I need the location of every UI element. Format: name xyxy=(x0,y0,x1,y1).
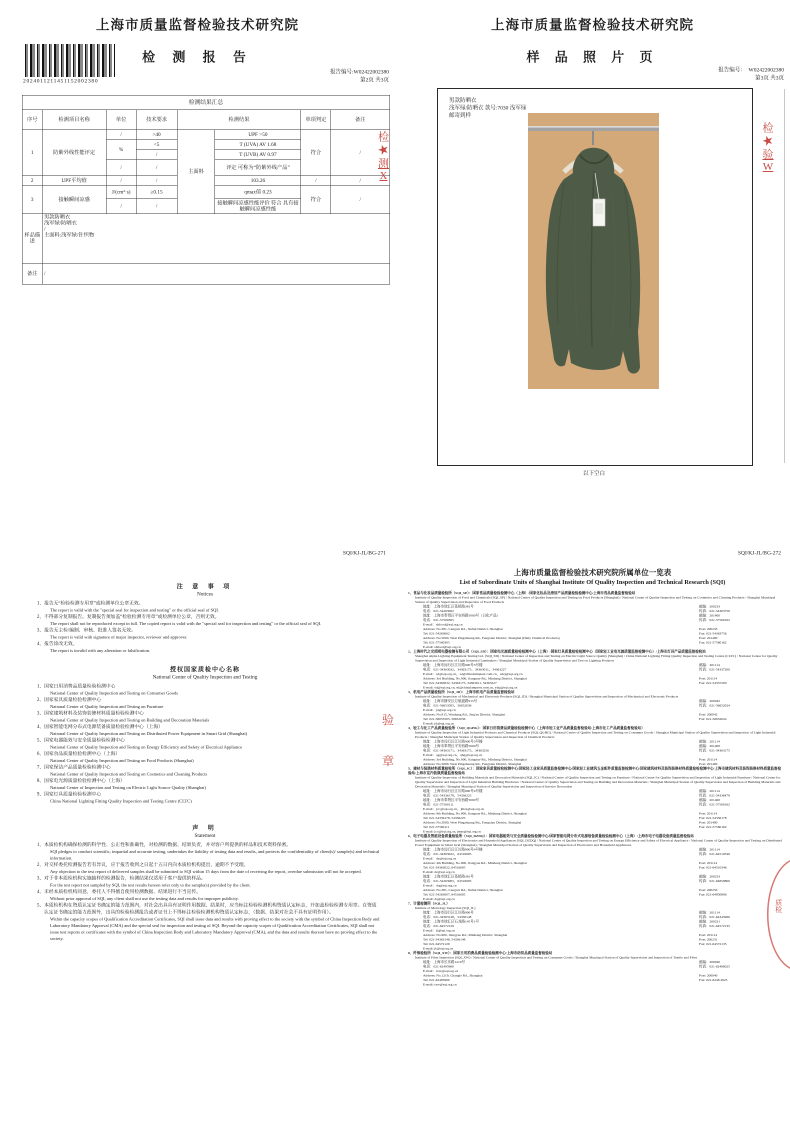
col-header-remark: 备注 xyxy=(331,110,390,130)
row-no: 3 xyxy=(22,186,42,214)
unit-line: E-mail: shfood@sqi.org.cn xyxy=(423,645,461,649)
remark-cell: / xyxy=(331,130,390,176)
unit-line: 电话：021-54336178、54336225 传真：021-54336479 xyxy=(423,793,730,798)
seal-fragment: 章 xyxy=(382,755,394,768)
unit-line: E-mail: dq@sqi.org.cn xyxy=(423,897,455,901)
org-title: 上海市质量监督检验技术研究院 xyxy=(491,17,694,33)
notice-item: The report is valid with signature of major inspector, reviewer and approver. xyxy=(50,634,188,640)
unit-line: Address: No.5000, West Pingzhuang Rd., Fengxian District, Shanghai Post: 201400 xyxy=(423,820,718,825)
result-summary-table xyxy=(22,95,390,285)
seal-star-icon: ★ xyxy=(760,132,776,150)
centers-list xyxy=(30,683,380,805)
center-item: 9、国家灯具质量检验检测中心 xyxy=(37,792,102,797)
unit-line: Tel: 021-34363148, 54336148 Post: 200231 xyxy=(423,937,718,942)
col-header-unit: 单位 xyxy=(106,110,136,130)
unit-line: 4、轻工与化工产品质量检验所（SQI_QGHG）：国家日用消费品质量检验检测中心（上海市轻工业产品质量监督检验站/上海市化工产品质量监督检验站） xyxy=(408,726,645,730)
unit-line: E-mail: sd@sqi.org.cn, sd@chinalamptest.com.cn, sdzj@sqi.org.cn xyxy=(423,685,518,690)
unit-line: Institute of Fiber Inspection (SQI_XW) / National Center of Quality Inspection and Testing on Consumer Goods / Shanghai Municipal Station of Quality Supervision and Inspection of Textile and Fiber xyxy=(415,955,698,960)
remark-cell: / xyxy=(331,186,390,214)
remark-cell: / xyxy=(331,176,390,186)
statement-item: SQI pledges to conduct scientific, impartial and accurate testing, undertakes the liability of testing data and results, and protects the confidentiality of client(s)/ sample(s) and technical information. xyxy=(50,849,380,861)
units-title-cn: 上海市质量监督检验技术研究院所属单位一览表 xyxy=(513,569,672,577)
statement-item: Any objection to the test report of delivered samples shall be submitted to SQI within 15 days from the date of receiving the report, overdue submission will not be accepted. xyxy=(50,869,362,874)
report-number: 报告编号:W02422002380 xyxy=(330,69,389,75)
center-item: 6、国家食品质量检验检测中心（上海） xyxy=(37,751,121,757)
req-cell: / xyxy=(136,160,177,176)
unit-line: Tel: 021-57560111 Fax: 021-57560162 xyxy=(423,825,727,829)
req-cell: / xyxy=(136,176,177,186)
unit-line: Address: No.5000, West Pingzhuang Rd., Fengxian District, Shanghai (Daily Chemical Products) Post: 201400 xyxy=(423,636,718,640)
photo-frame xyxy=(437,88,753,466)
req-cell: / xyxy=(136,199,177,214)
unit-line: 地址：上海市闵行区江川路900号3号楼 邮编：201114 xyxy=(423,739,720,744)
remark-value: / xyxy=(42,263,390,284)
page-test-report xyxy=(0,0,395,540)
seal-star-icon: ★ xyxy=(375,141,392,159)
result-cell: T (UVB) AV 0.97 xyxy=(215,150,301,160)
statement-item: 2、对交样委托检测报告若有异议，应于报告收到之日起十五日内向本质检机构提出，逾期不予受理。 xyxy=(37,862,249,868)
center-item: National Center of Quality Inspection and Testing on Furniture xyxy=(50,704,164,709)
unit-line: E-mail：qg@sqi.org.cn、qhg@sqi.org.cn xyxy=(423,753,483,757)
unit-line: 1、食品与化妆品质量检验所（SQI_SP）：国家食品质量检验检测中心（上海）/国家化妆品及清洁产品质量检验检测中心/上海市食品质量监督检验站 xyxy=(408,591,636,595)
doc-title: 检 测 报 告 xyxy=(142,50,253,65)
unit-line: 3、机电产品质量检验所（SQI_JD）：上海市机电产品质量监督检验站 xyxy=(408,690,515,694)
statement-item: Within the capacity scopes of Qualification Accreditation Certificates, SQI shall issue data and results with proving effect to the society with the symbol of China Inspection Body and Laboratory Mandatory Approval (CMA) and the special seal for inspection and testing of SQI. Beyond the capacity scopes of Qualification Accreditation Certificates, SQI shall not issue test reports or certificates with the symbol of China Inspection Body and Laboratory Mandatory Approval (CMA), and the data and results thereon have no proving effect to the society. xyxy=(50,916,380,941)
notices-list xyxy=(30,600,380,654)
col-header-item: 检测项目名称 xyxy=(42,110,106,130)
center-item: National Center of Inspection and Testing on Electric Light Source Quality (Shanghai) xyxy=(50,785,206,790)
page-number: 第2页 共3页 xyxy=(360,77,389,83)
seal-fragment: 检 ★ 验 W xyxy=(756,122,780,237)
result-cell: UPF >50 xyxy=(215,130,301,140)
report-meta xyxy=(718,66,784,82)
statement-list xyxy=(30,842,380,943)
result-cell: qmax值 0.23 xyxy=(215,186,301,199)
center-item: 1、国家日用消费品质量检验检测中心 xyxy=(37,684,116,689)
unit-line: 电话：021-57560305 传真：021-57560162 xyxy=(423,618,730,622)
unit-cell: J/(cm²·s) xyxy=(106,186,136,199)
center-item: National Center of Quality Inspection and Testing on Distributed Power Equipment in Smart Grid (Shanghai) xyxy=(50,731,248,736)
page-notices xyxy=(0,540,395,1132)
unit-line: E-mail：jd@sqi.org.cn xyxy=(423,708,456,712)
unit-line: 电话：021-34363032、34363175、34363011、34363227 传真：021-54337200 xyxy=(423,667,730,672)
unit-line: Institute of Quality Inspection of Food and Chemicals (SQI_SP) / National Center of Quality Inspection and Testing on Food Products (Shanghai) / National Center of Quality Inspection and Testing on Cosmetics and Cleaning Products / Shanghai Municipal Station of Quality Supervision and Inspection of Food Products xyxy=(415,595,776,604)
col-header-verdict: 单项判定 xyxy=(301,110,331,130)
notice-item: The report is invalid with any alteration or falsification. xyxy=(50,648,151,653)
col-header-req: 技术要求 xyxy=(136,110,177,130)
unit-line: 电话：021-54263005、64516605 传真：021-64850806 xyxy=(423,879,730,883)
center-item: National Center of Quality Inspection and Testing on Energy Efficiency and Safety of Electrical Appliance xyxy=(50,744,243,750)
col-header-result: 检测结果 xyxy=(177,110,301,130)
table-title: 检测结果汇总 xyxy=(22,95,390,110)
unit-line: 电话：021-57560111 传真：021-57560162 xyxy=(423,802,730,807)
req-cell: >40 xyxy=(136,130,177,140)
unit-line: 电话：021-56653505、56652036 传真：021-56652024 xyxy=(423,703,730,708)
req-cell: ≥0.15 xyxy=(136,186,177,199)
unit-line: 6、电子电器及智能设备质量检验所（SQI_DZDQ）：国家电器能效与安全质量检验检测中心/国家智能电网分布式电源装备质量检验检测中心（上海）/上海市电子电器设备质量监督检验站 xyxy=(408,834,694,838)
unit-line: Institute of Metrology Inspection (SQI_JL) xyxy=(415,906,476,910)
unit-line: 7、计量检测所（SQI_JL） xyxy=(408,901,450,906)
unit-line: E-mail: txw@sqi.org.cn xyxy=(423,982,457,987)
unit-cell: / xyxy=(106,130,136,140)
seal-fragment: 质检 xyxy=(774,899,782,913)
unit-cell: / xyxy=(106,199,136,214)
units-list xyxy=(408,591,784,987)
center-item: 5、国家电器能效与安全质量检验检测中心 xyxy=(37,738,125,743)
notice-item: 4、报告涂改无效。 xyxy=(37,641,78,647)
col-header-no: 序号 xyxy=(22,110,42,130)
unit-line: 5、建材与装潢材料质量检验所（SQI_JC）：国家家具质量检验检测中心/国家轻工业家具质量监督检测中心/国家轻工业建筑五金配件质量监督检测中心/国家建筑材料及装饰装修材料质量检验检测中心/上海市建筑材料及装饰装修材料质量监督检验站/上海市室内装潢质量监督检验站 xyxy=(408,766,781,775)
unit-line: Address: No.915, Wanhang Rd., Jing'an District, Shanghai Post: 200042 xyxy=(423,712,718,717)
doc-title: 样 品 照 片 页 xyxy=(526,50,659,65)
unit-line: Institute of Quality Inspection of Electronics and Household Appliances (SQI_DZDQ) / National Center of Quality Inspection and Testing on Energy Efficiency and Safety of Electrical Appliance / National Center of Quality Inspection and Testing on Distributed Power Equipment in Smart Grid (Shanghai) / Shanghai Municipal Station of Quality Supervision and Inspection of Electronics and Household Appliances xyxy=(415,838,782,847)
remark-label: 备注 xyxy=(22,263,42,284)
statement-item: 3、对于非本质检机构实施抽样的检测报告，检测结果仅适用于客户提供的样品。 xyxy=(37,876,206,881)
notice-item: 3、报告无主检/编制、审核、批准人签名无效。 xyxy=(37,628,136,633)
below-blank-note: 以下空白 xyxy=(583,470,605,477)
center-item: China National Lighting Fitting Quality Inspection and Testing Centre (CLTC) xyxy=(50,798,192,804)
unit-line: 地址：上海市奉贤区平安西路5000号 邮编：201400 xyxy=(423,798,720,802)
unit-line: Address: 3rd Building, No.900, Jiangyue Rd., Minhang District, Shanghai Post: 201114 xyxy=(423,676,718,681)
report-number: W02422002380 xyxy=(748,67,784,73)
page-subordinate-units xyxy=(395,540,790,1132)
barcode-number: 2024011211451152002380 xyxy=(23,78,99,84)
notice-item: 2、不得部分复制报告。复制报告须加盖“检验检测专用章”或检测单位公章，否则无效。 xyxy=(37,614,220,620)
material-cell: 主面料 xyxy=(177,130,215,214)
unit-line: Tel: 021-54263007, 64516605 Fax: 021-64850806 xyxy=(423,892,727,897)
seal-fragment: 检 ★ 测 X xyxy=(374,131,393,241)
unit-line: E-mail: jl@sqi.org.cn xyxy=(423,946,454,951)
centers-title-en: National Center of Quality Inspection and Testing xyxy=(152,674,258,680)
req-cell: <5 xyxy=(136,140,177,150)
unit-line: Address: 9th Building, No.900, Jiangyue Rd., Minhang District, Shanghai Post: 201114 xyxy=(423,811,718,816)
center-item: National Center of Quality Inspection and Testing on Building and Decoration Materials xyxy=(50,717,210,723)
test-item-name: 接触瞬间凉感 xyxy=(42,186,106,214)
unit-line: E-mail：dz@sqi.org.cn xyxy=(423,856,457,861)
verdict-cell: 符合 xyxy=(301,130,331,176)
test-item-name: UPF平均值 xyxy=(42,176,106,186)
statement-item: For the test report not sampled by SQI, the test results hereon refer only to the sample(s) provided by the client. xyxy=(50,882,251,888)
unit-line: 8、纤维检验所（SQI_XW）：国家日用消费品质量检验检测中心/上海市纺织品质量监督检验站 xyxy=(408,951,553,955)
unit-line: Address: No.900, Jiangyue Rd., Minhang District, Shanghai Post: 201114 xyxy=(423,933,718,937)
unit-line: 地址：上海市奉贤区平安西路5000号 邮编：201400 xyxy=(423,744,720,748)
statement-title-en: Statement xyxy=(194,833,216,839)
unit-line: E-mail：sd@sqi.org.cn、sd@chinalamptest.com.cn、sdzj@sqi.org.cn xyxy=(423,672,523,676)
unit-line: E-mail：dq@sqi.org.cn xyxy=(423,883,457,888)
page-sample-photo xyxy=(395,0,790,540)
unit-line: Address: 4th Building, No.900, Jiangyue Rd., Minhang District, Shanghai Post: 201114 xyxy=(423,861,718,865)
unit-line: 地址：上海市奉贤区平安西路5000号（日化产品） 邮编：201400 xyxy=(423,613,720,618)
unit-line: Tel: 021-56653505, 56652036 Fax: 021-56652024 xyxy=(423,717,727,721)
unit-line: 电话：021-34363148、54336148 传真：021-64345966 xyxy=(423,915,730,919)
document-code: SQI/KJ-JL/BG-272 xyxy=(737,550,781,556)
center-item: 8、国家电光源质量检验检测中心（上海） xyxy=(37,778,125,784)
unit-line: 电话：021-62495960 传真：021-62480025 xyxy=(423,964,730,969)
sample-desc: 男款防晒衣 浅军绿/防晒衣 / 主面料:浅军绿/针织物 xyxy=(42,214,390,264)
row-no: 2 xyxy=(22,176,42,186)
test-item-name: 防紫外线性能评定 xyxy=(42,130,106,176)
units-title-en: List of Subordinate Units of Shanghai Institute Of Quality Inspection and Technical Research (SQI) xyxy=(459,578,726,586)
unit-line: E-mail: dz@sqi.org.cn xyxy=(423,870,455,874)
unit-line: Tel: 021-64572129 Fax: 021-64572135 xyxy=(423,942,727,946)
center-item: 4、国家智能电网分布式电源装备质量检验检测中心（上海） xyxy=(37,724,163,730)
statement-item: 1、本质检机构确保检测的科学性、公正性和准确性，对检测的数据、结果负责，并对客户所提供的样品和技术资料保密。 xyxy=(37,842,292,848)
unit-line: 地址：上海市闵行区江川路900号3号楼 邮编：201114 xyxy=(423,663,720,667)
page-number: 第3页 共3页 xyxy=(755,75,784,81)
unit-line: E-mail: jcc@sqi.org.cn, jmzs@sqi.org.cn xyxy=(423,829,481,834)
org-title: 上海市质量监督检验技术研究院 xyxy=(96,17,299,33)
seal-fragment: 验 xyxy=(382,714,394,727)
unit-line: Institute of Quality Inspection of Mechanical and Electronic Products (SQI_JD) / Shanghai Municipal Station of Quality Supervision and Inspection of Mechanical and Electronic Products xyxy=(415,694,679,699)
unit-cell: / xyxy=(106,160,136,176)
unit-line: 地址：上海市徐汇区苍梧路381号 邮编：200233 xyxy=(423,604,720,609)
unit-line: Tel: 021-34363032, 34363175, 34363011, 34363227 Fax: 021-54337200 xyxy=(423,681,727,685)
sample-photo xyxy=(528,113,659,389)
unit-line: 地址：上海市徐汇区石龙路145号1号 邮编：200231 xyxy=(423,919,720,924)
verdict-cell: 符合 xyxy=(301,186,331,214)
statement-item: 5、本质检机构在资质认定证书确定的能力范围内，对社会出具具有证明作用数据、结果时，应当标注检验检测机构资质认定标志，并加盖检验检测专用章。在资质认定证书确定的能力范围外，出具的检验检测报告或者证书上不得标注检验检测机构资质认定标志，（数据、结果对社会不具有证明作用）。 xyxy=(37,903,377,915)
req-cell: / xyxy=(136,150,177,160)
centers-title-cn: 授权国家质检中心名称 xyxy=(169,666,240,673)
notices-title-en: Notices xyxy=(196,591,214,597)
photo-edge-shadow xyxy=(784,89,785,463)
statement-item: 4、未经本质检机构同意，委托人不得擅自使用检测数据、结果进行不当宣传。 xyxy=(37,889,201,895)
center-item: 7、国家保洁产品质量检验检测中心 xyxy=(37,765,111,770)
unit-line: E-mail：shfood@sqi.org.cn xyxy=(423,622,463,627)
unit-line: Address: No.381, Cangwu Rd., Xuhui District, Shanghai Post: 200233 xyxy=(423,627,718,631)
unit-line: Tel: 021-54336178, 54336225 Fax: 021-54336178 xyxy=(423,816,727,820)
unit-line: E-mail: jd@sqi.org.cn xyxy=(423,721,455,726)
unit-line: E-mail：jcc@sqi.org.cn、jmzs@sqi.org.cn xyxy=(423,807,485,811)
unit-line: Address: No.381, Cangwu Rd., Xuhui District, Shanghai Post: 200233 xyxy=(423,888,718,892)
unit-line: Tel: 021-57560305 Fax: 021-57560162 xyxy=(423,640,727,645)
unit-line: Address: No.1219, Changle Rd., Shanghai Post: 200040 xyxy=(423,973,718,978)
notices-title-cn: 注 意 事 项 xyxy=(176,583,234,590)
unit-line: Tel: 021-62495960 Fax: 021-6248 4025 xyxy=(423,978,728,982)
unit-cell: / xyxy=(106,176,136,186)
unit-line: 地址：上海市闵行区江川路900号 邮编：201114 xyxy=(423,910,720,915)
unit-line: 电话：021-64572129 传真：021-64572135 xyxy=(423,924,730,928)
center-item: National Center of Quality Inspection and Testing on Food Products (Shanghai) xyxy=(50,758,194,763)
notice-item: The report shall not be reproduced except in full. The copied report is valid with the "special seal for inspection and testing" or the official seal of SQI. xyxy=(50,621,322,626)
row-no: 1 xyxy=(22,130,42,176)
result-cell: 103.26 xyxy=(215,176,301,186)
unit-line: 电话：021-54263062 传真：021-54363756 xyxy=(423,609,730,613)
result-cell: T (UVA) AV 1.68 xyxy=(215,140,301,150)
unit-line: 地址：上海市闵行区江川路900号4号楼 邮编：201114 xyxy=(423,847,720,852)
unit-cell: % xyxy=(106,140,136,160)
center-item: National Center of Quality Inspection and Testing on Cosmetics and Cleaning Products xyxy=(50,771,208,777)
unit-line: 地址：上海市长乐路1219号 邮编：200040 xyxy=(423,960,720,964)
unit-line: Shanghai Alpha Lighting Equipment Testing Ltd. (SQI_SD) / National Center of Inspection and Testing on Electric Light Source Quality (Shanghai) / China National Lighting Fitting Quality Inspection and Testing Centre (CLTC) / National Center for Quality Supervision and Inspection of Light Industrial Luminaires / Shanghai Municipal Station of Quality Supervision and Test on Lighting Products xyxy=(415,654,778,663)
notice-item: 1、报告无“检验检测专用章”或检测单位公章无效。 xyxy=(37,601,144,606)
unit-line: Tel: 021-34363022, 64516605 Fax: 021-64510346 xyxy=(423,865,727,870)
statement-title-cn: 声 明 xyxy=(192,824,218,832)
unit-line: Institute of Quality Inspection of Building Materials and Decoration Materials (SQI_JC) / National Center of Quality Inspection and Testing on Furniture / National Center for Quality Supervision and Inspection of Light Industrial Furniture / National Center for Quality Supervision and Inspection of Light Industrial Building Hardware / National Center of Quality Supervision and Testing on Building and Decoration Materials / Shanghai Municipal Station of Quality Supervision and Inspection of Building Materials and Decoration Materials / Shanghai Municipal Station of Quality Supervision and Inspection of Interior Decoration xyxy=(415,775,781,789)
notice-item: The report is valid with the "special seal for inspection and testing" or the official seal of SQI. xyxy=(50,607,220,613)
unit-line: 2、上海时代之光照明电器检测有限公司（SQI_SD）：国家电光源质量检验检测中心（上海）/国家灯具质量检验检测中心（国家轻工业电光源质量监督检测中心）/上海市灯具产品质量监督检验站 xyxy=(408,649,706,654)
notices-content xyxy=(30,579,380,942)
unit-line: 电话：021-34363171、34363175、34363256 传真：021-34363175 xyxy=(423,748,730,753)
document-code: SQI/KJ-JL/BG-271 xyxy=(342,550,386,556)
report-meta xyxy=(330,68,389,84)
center-item: 3、国家建筑材料及装饰装修材料质量检验检测中心 xyxy=(37,711,144,716)
unit-line: Tel: 021-54263062 Fax: 021-54363756 xyxy=(423,631,727,636)
unit-line: E-mail：jl@sqi.org.cn xyxy=(423,928,455,933)
report-number-label: 报告编号： xyxy=(718,67,746,73)
unit-line: Institute of Quality Inspection of Light Industrial Products and Chemical Products (SQI_QGHG) / National Center of Quality Inspection and Testing on Consumer Goods / Shanghai Municipal Station of Quality Supervision and Inspection of Light Industrial Products / Shanghai Municipal Station of Quality Supervision and Inspection of Chemical Products xyxy=(415,730,776,739)
result-cell: 评定 可称为“防紫外线产品” xyxy=(215,160,301,176)
verdict-cell: / xyxy=(301,176,331,186)
center-item: National Center of Quality Inspection and Testing on Consumer Goods xyxy=(50,690,178,696)
unit-line: E-mail：txw@sqi.org.cn xyxy=(423,969,459,973)
center-item: 2、国家家具质量检验检测中心 xyxy=(37,697,102,703)
unit-line: 电话：021-34363022、64516605 传真：021-64510346 xyxy=(423,852,730,856)
statement-item: Without prior approval of SQI, any client shall not use the testing data and results for improper publicity. xyxy=(50,896,239,901)
photo-caption: 男款防晒衣 浅军绿/防晒衣 款号:7030 浅军绿 邮寄到样 xyxy=(449,97,527,119)
unit-line: 地址：上海市闵行区江川路900号9号楼 邮编：201114 xyxy=(423,789,720,793)
unit-line: 地址：上海市徐汇区苍梧路381号 邮编：200233 xyxy=(423,874,720,879)
unit-line: 地址：上海市静安区万航渡路915号 邮编：200042 xyxy=(423,699,720,703)
unit-line: Address: No.5000, West Pingzhuang Rd., Fengxian District, Shanghai Post: 201400 xyxy=(423,762,718,766)
unit-line: Address: 3rd Building, No.900, Jiangyue Rd., Minhang District, Shanghai Post: 201114 xyxy=(423,757,718,762)
result-cell: 接触瞬间凉感性能评价 符合 具有接触瞬间凉感性能 xyxy=(215,199,301,214)
sample-desc-label: 样品描述 xyxy=(22,214,42,264)
